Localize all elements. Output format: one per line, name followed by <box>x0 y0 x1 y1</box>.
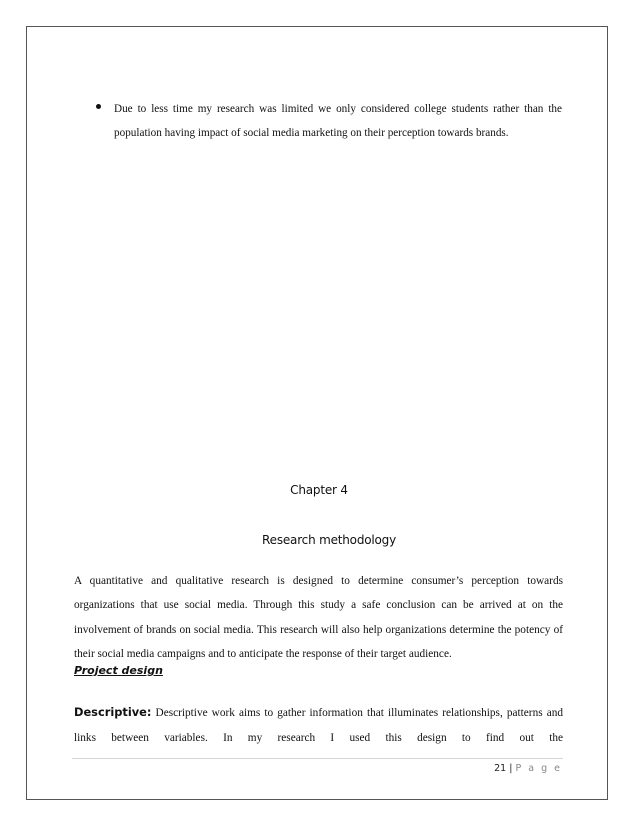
chapter-title: Research methodology <box>262 533 396 547</box>
page-number: 21 <box>494 763 507 774</box>
footer-separator: | <box>509 763 513 774</box>
bullet-text: Due to less time my research was limited we only considered college students rather than the population having impact of social media marketing on their perception towards brands. <box>114 103 562 139</box>
footer-divider <box>72 758 563 759</box>
intro-paragraph: A quantitative and qualitative research is designed to determine consumer’s perception towards organizations that use social media. Through this study a safe conclusion can be arrived at on the involvement of brands on social media. This research will also help organizations determine the potency of their social media campaigns and to anticipate the response of their target audience. <box>74 575 563 660</box>
page-label: P a g e <box>515 763 562 774</box>
descriptive-paragraph <box>74 700 563 751</box>
section-heading-project-design: Project design <box>74 664 163 677</box>
bullet-list-item <box>96 97 562 145</box>
chapter-number: Chapter 4 <box>290 483 348 497</box>
descriptive-term: Descriptive: <box>74 705 152 719</box>
descriptive-text: Descriptive work aims to gather information that illuminates relationships, patterns and links between variables. In my research I used this design to find out the <box>74 707 563 744</box>
bullet-icon <box>96 104 101 109</box>
page-footer <box>494 763 562 774</box>
